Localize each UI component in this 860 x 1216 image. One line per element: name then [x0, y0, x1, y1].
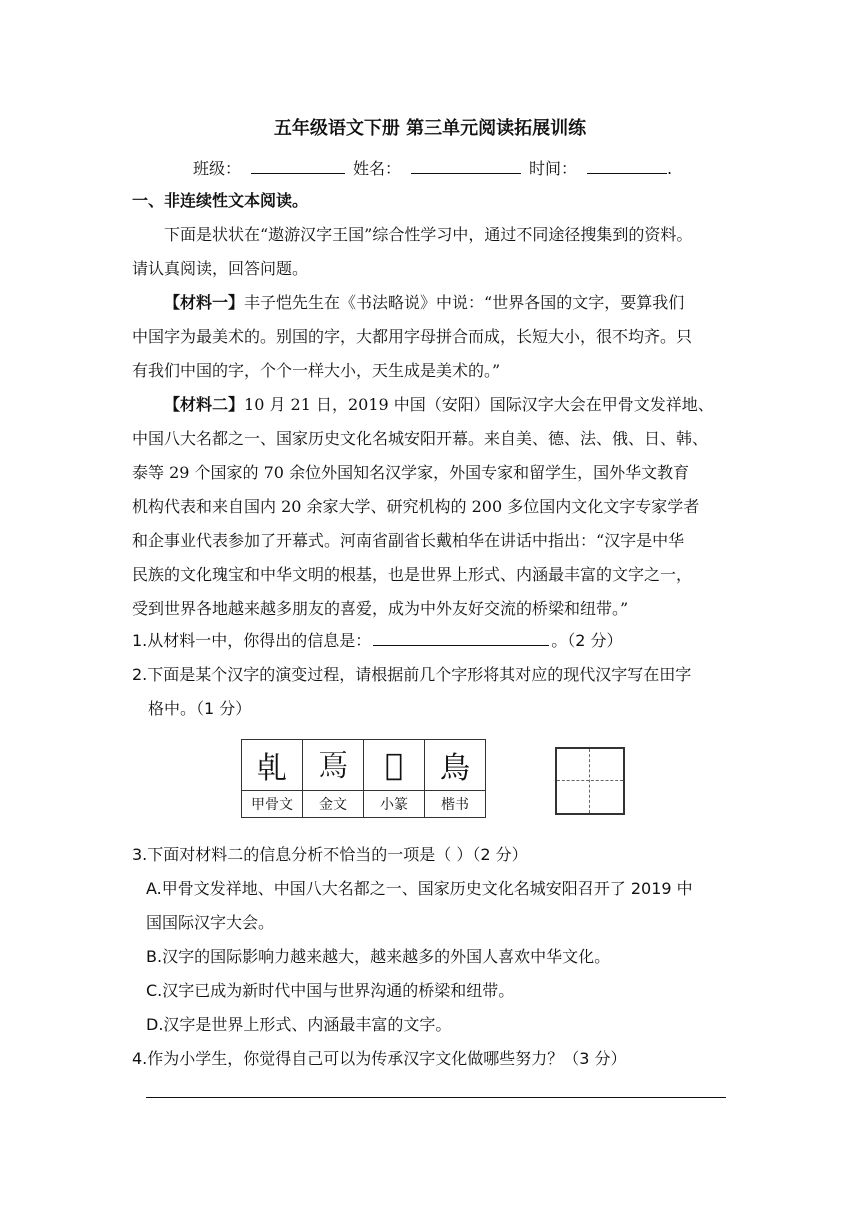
option-c[interactable]: C.汉字已成为新时代中国与世界沟通的桥梁和纽带。	[146, 981, 515, 1000]
material-two-text: 中国八大名都之一、国家历史文化名城安阳开幕。来自美、德、法、俄、日、韩、	[132, 429, 709, 448]
small-seal-glyph: 𩾐	[364, 740, 425, 791]
option-a[interactable]	[146, 872, 736, 940]
bronze-glyph: 𩾏	[303, 740, 364, 791]
option-b[interactable]: B.汉字的国际影响力越来越大，越来越多的外国人喜欢中华文化。	[146, 947, 611, 966]
material-one-text: 丰子恺先生在《书法略说》中说：“世界各国的文字，要算我们	[244, 293, 685, 312]
question-1-text: 1.从材料一中，你得出的信息是：	[132, 631, 372, 650]
question-2	[132, 658, 732, 726]
glyph-label: 小篆	[364, 791, 425, 818]
student-info-line	[193, 156, 672, 179]
question-2-text: 格中。（1 分）	[148, 699, 252, 718]
section-heading: 一、非连续性文本阅读。	[132, 191, 309, 210]
time-label: 时间：	[529, 159, 578, 178]
regular-script-glyph: 鳥	[425, 740, 486, 791]
question-4: 4.作为小学生，你觉得自己可以为传承汉字文化做哪些努力？（3 分）	[132, 1049, 627, 1068]
intro-line: 下面是状状在“遨游汉字王国”综合性学习中，通过不同途径搜集到的资料。	[164, 225, 693, 244]
class-blank[interactable]	[251, 159, 345, 174]
oracle-bone-glyph: 𠃵	[242, 740, 303, 791]
material-one	[132, 286, 732, 388]
character-evolution-table	[241, 739, 486, 818]
question-1-score: 。（2 分）	[551, 631, 623, 650]
material-two-text: 泰等 29 个国家的 70 余位外国知名汉学家，外国专家和留学生，国外华文教育	[132, 463, 690, 482]
name-blank[interactable]	[411, 159, 521, 174]
page-title: 五年级语文下册 第三单元阅读拓展训练	[273, 118, 587, 139]
material-two-text: 10 月 21 日，2019 中国（安阳）国际汉字大会在甲骨文发祥地、	[244, 395, 714, 414]
question-1	[132, 624, 732, 658]
material-one-text: 中国字为最美术的。别国的字，大都用字母拼合而成，长短大小，很不均齐。只	[132, 327, 693, 346]
option-a-text: 国国际汉字大会。	[146, 913, 275, 932]
glyph-label: 金文	[303, 791, 364, 818]
glyph-label: 甲骨文	[242, 791, 303, 818]
grid-dashed-horizontal	[557, 780, 623, 781]
question-4-answer-line[interactable]	[146, 1097, 726, 1098]
material-two-text: 和企事业代表参加了开幕式。河南省副省长戴柏华在讲话中指出：“汉字是中华	[132, 531, 685, 550]
option-d[interactable]: D.汉字是世界上形式、内涵最丰富的文字。	[146, 1015, 452, 1034]
material-two-label: 【材料二】	[164, 395, 245, 414]
material-two-text: 民族的文化瑰宝和中华文明的根基，也是世界上形式、内涵最丰富的文字之一，	[132, 565, 693, 584]
tian-zi-grid[interactable]	[555, 747, 625, 815]
material-two-text: 受到世界各地越来越多朋友的喜爱，成为中外友好交流的桥梁和纽带。”	[132, 599, 629, 618]
intro-line: 请认真阅读，回答问题。	[132, 259, 309, 278]
material-one-label: 【材料一】	[164, 293, 245, 312]
material-one-text: 有我们中国的字，个个一样大小，天生成是美术的。”	[132, 361, 501, 380]
question-3: 3.下面对材料二的信息分析不恰当的一项是（ ）（2 分）	[132, 845, 528, 864]
time-blank[interactable]	[587, 159, 667, 174]
grid-dashed-vertical	[589, 749, 590, 813]
intro-paragraph	[132, 218, 732, 286]
name-label: 姓名：	[353, 159, 402, 178]
question-2-text: 2.下面是某个汉字的演变过程，请根据前几个字形将其对应的现代汉字写在田字	[132, 665, 692, 684]
option-a-text: A.甲骨文发祥地、中国八大名都之一、国家历史文化名城安阳召开了 2019 中	[146, 879, 693, 898]
material-two-text: 机构代表和来自国内 20 余家大学、研究机构的 200 多位国内文化文字专家学者	[132, 497, 700, 516]
material-two	[132, 388, 732, 626]
question-1-answer-blank[interactable]	[373, 629, 549, 646]
glyph-label: 楷书	[425, 791, 486, 818]
info-end: .	[667, 159, 673, 178]
class-label: 班级：	[193, 159, 242, 178]
